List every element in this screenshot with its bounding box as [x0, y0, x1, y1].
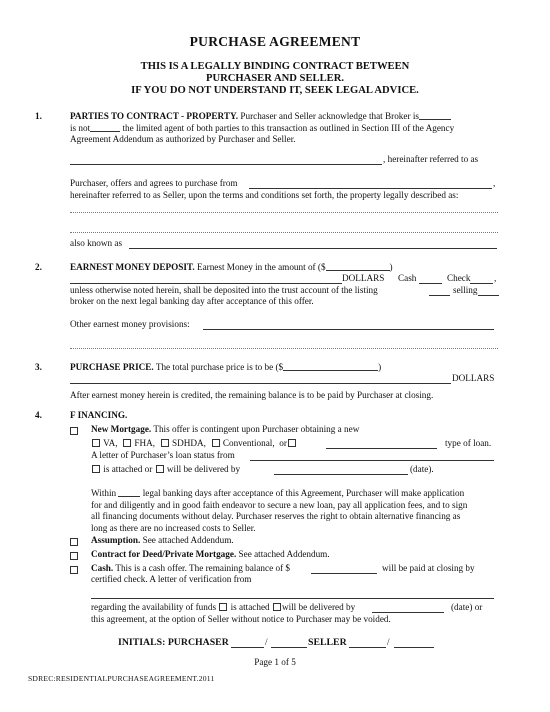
document-title: PURCHASE AGREEMENT	[189, 34, 361, 49]
section-1-line-2-text: the limited agent of both parties to this transaction as outlined in Section III of the Agency	[120, 123, 455, 133]
other-provisions-label: Other earnest money provisions:	[70, 319, 190, 329]
cash-heading: Cash.	[91, 563, 114, 573]
selling-broker-field[interactable]	[478, 295, 499, 296]
status-delivered-checkbox[interactable]	[156, 465, 164, 473]
section-1-line-2	[70, 123, 454, 135]
section-4-number: 4.	[35, 410, 42, 420]
date-label: (date).	[410, 464, 434, 474]
loan-type-fha: FHA,	[134, 438, 156, 448]
earnest-check-field[interactable]	[470, 283, 493, 284]
earnest-comma: ,	[494, 273, 497, 283]
cash-paid-text: will be paid at closing by	[382, 563, 475, 573]
other-provisions-line-2[interactable]	[70, 348, 498, 349]
section-4-heading: F INANCING.	[70, 410, 128, 420]
loan-type-sdhda: SDHDA,	[172, 438, 206, 448]
contract-for-deed-line	[91, 549, 330, 561]
earnest-amount-field[interactable]	[326, 262, 390, 271]
page-number: Page 1 of 5	[254, 657, 296, 667]
within-label: Within	[91, 488, 117, 498]
section-2-heading: EARNEST MONEY DEPOSIT.	[70, 262, 195, 272]
status-attached-checkbox[interactable]	[92, 465, 100, 473]
cash-line-2: certified check. A letter of verification from	[91, 574, 252, 584]
va-checkbox[interactable]	[92, 439, 100, 447]
section-1-line-1	[70, 111, 451, 123]
earnest-cash-label: Cash	[398, 273, 417, 283]
seller-initial-2-field[interactable]	[394, 647, 434, 648]
earnest-dollars-label: DOLLARS	[342, 273, 385, 283]
purchaser-name-field[interactable]	[70, 164, 382, 165]
loan-type-or: or	[279, 438, 287, 448]
loan-types-line	[91, 438, 297, 450]
also-known-as-field[interactable]	[129, 248, 497, 249]
legal-description-line-2[interactable]	[70, 232, 498, 233]
section-1-heading: PARTIES TO CONTRACT - PROPERTY.	[70, 111, 239, 121]
conventional-checkbox[interactable]	[212, 439, 220, 447]
contract-for-deed-heading: Contract for Deed/Private Mortgage.	[91, 549, 237, 559]
regarding-will-text: will be delivered by	[281, 602, 356, 612]
section-1-line-3: Agreement Addendum as authorized by Purchaser and Seller.	[70, 134, 296, 144]
loan-type-va: VA,	[103, 438, 118, 448]
cash-line-1	[91, 563, 290, 575]
section-2-number: 2.	[35, 262, 42, 272]
purchaser-initials-slash: /	[265, 637, 268, 647]
warning-line-2: PURCHASER AND SELLER.	[205, 73, 345, 84]
type-of-loan-label: type of loan.	[445, 438, 492, 448]
earnest-check-label: Check	[447, 273, 471, 283]
price-dollars-label: DOLLARS	[452, 373, 495, 383]
new-mortgage-line	[91, 424, 359, 436]
initials-seller-label: SELLER	[308, 637, 347, 648]
assumption-line	[91, 535, 234, 547]
banking-days-field[interactable]	[118, 488, 140, 497]
attached-delivered-line	[91, 464, 240, 476]
contract-for-deed-text: See attached Addendum.	[236, 549, 330, 559]
warning-line-1: THIS IS A LEGALLY BINDING CONTRACT BETWEEN	[140, 61, 410, 72]
form-code: SDREC:RESIDENTIALPURCHASEAGREEMENT.2011	[28, 674, 215, 683]
is-not-blank[interactable]	[90, 123, 120, 132]
voided-text: this agreement, at the option of Seller without notice to Purchaser may be voided.	[91, 614, 391, 624]
is-attached-text: is attached or	[103, 464, 153, 474]
seller-initials-slash: /	[387, 637, 390, 647]
seller-name-field[interactable]	[249, 188, 492, 189]
will-be-delivered-text: will be delivered by	[166, 464, 241, 474]
new-mortgage-heading: New Mortgage.	[91, 424, 152, 434]
other-loan-checkbox[interactable]	[288, 439, 296, 447]
earnest-cash-field[interactable]	[419, 283, 442, 284]
section-3-line-1	[70, 362, 381, 374]
purchase-price-field[interactable]	[283, 362, 378, 371]
section-2-line-1-text: Earnest Money in the amount of ($	[194, 262, 326, 272]
assumption-heading: Assumption.	[91, 535, 141, 545]
verification-from-field[interactable]	[91, 598, 494, 599]
regarding-attached-text: is attached	[230, 602, 270, 612]
within-text: legal banking days after acceptance of this Agreement, Purchaser will make application	[140, 488, 465, 498]
section-2-line-2	[70, 285, 378, 297]
new-mortgage-text: This offer is contingent upon Purchaser obtaining a new	[151, 424, 360, 434]
hereinafter-purchaser-text: , hereinafter referred to as	[383, 154, 479, 164]
selling-label: selling	[453, 285, 478, 295]
purchaser-initial-2-field[interactable]	[271, 647, 307, 648]
earnest-amount-words-field[interactable]	[70, 283, 342, 284]
cash-text: This is a cash offer. The remaining balance of $	[113, 563, 291, 573]
section-3-number: 3.	[35, 362, 42, 372]
sdhda-checkbox[interactable]	[161, 439, 169, 447]
section-3-heading: PURCHASE PRICE.	[70, 362, 154, 372]
price-paren-close: )	[378, 362, 382, 372]
assumption-text: See attached Addendum.	[140, 535, 234, 545]
contract-for-deed-checkbox[interactable]	[70, 552, 78, 560]
also-known-as-label: also known as	[70, 238, 123, 248]
status-delivery-date-field[interactable]	[274, 474, 408, 475]
assumption-checkbox[interactable]	[70, 538, 78, 546]
cash-checkbox[interactable]	[70, 566, 78, 574]
purchaser-offers-text: Purchaser, offers and agrees to purchase from	[70, 178, 238, 188]
letter-status-label: A letter of Purchaser’s loan status from	[91, 450, 235, 460]
loan-status-from-field[interactable]	[250, 460, 494, 461]
section-1-line-1-text: Purchaser and Seller acknowledge that Broker is	[238, 111, 419, 121]
seller-comma: ,	[493, 178, 496, 188]
other-loan-type-field[interactable]	[326, 448, 437, 449]
funds-delivered-checkbox[interactable]	[273, 603, 281, 611]
within-line-1	[91, 488, 464, 500]
purchaser-initial-1-field[interactable]	[231, 647, 264, 648]
warning-line-3: IF YOU DO NOT UNDERSTAND IT, SEEK LEGAL ADVICE.	[131, 85, 419, 96]
fha-checkbox[interactable]	[123, 439, 131, 447]
section-2-line-3: broker on the next legal banking day after acceptance of this offer.	[70, 296, 314, 306]
section-2-line-1	[70, 262, 393, 274]
seller-initial-1-field[interactable]	[349, 647, 386, 648]
earnest-paren-close: )	[389, 262, 393, 272]
new-mortgage-checkbox[interactable]	[70, 427, 78, 435]
broker-name-blank[interactable]	[419, 111, 451, 120]
purchase-price-words-field[interactable]	[70, 383, 451, 384]
within-line-2: for and diligently and in good faith endeavor to secure a new loan, pay all application fees, and to sign	[91, 500, 468, 510]
regarding-date-label: (date) or	[451, 602, 483, 612]
within-line-3: all financing documents without delay. Purchaser reserves the right to obtain alternative financing as	[91, 511, 461, 521]
section-3-line-1-text: The total purchase price is to be ($	[153, 362, 284, 372]
hereinafter-seller-text: hereinafter referred to as Seller, upon the terms and conditions set forth, the property legally described as:	[70, 190, 459, 200]
listing-broker-field[interactable]	[429, 295, 450, 296]
regarding-text: regarding the availability of funds	[91, 602, 217, 612]
funds-attached-checkbox[interactable]	[219, 603, 227, 611]
funds-delivery-date-field[interactable]	[372, 612, 444, 613]
regarding-line	[91, 602, 355, 614]
is-not-label: is not	[70, 123, 91, 133]
cash-balance-field[interactable]	[311, 573, 377, 574]
initials-purchaser-label: INITIALS: PURCHASER	[118, 637, 229, 648]
remaining-balance-text: After earnest money herein is credited, the remaining balance is to be paid by Purchaser at closing.	[70, 390, 434, 400]
within-line-4: long as there are no increased costs to Seller.	[91, 523, 256, 533]
loan-type-conventional: Conventional,	[222, 438, 275, 448]
other-provisions-field[interactable]	[203, 329, 494, 330]
section-1-number: 1.	[35, 111, 42, 121]
legal-description-line-1[interactable]	[70, 212, 498, 213]
section-2-line-2-text: unless otherwise noted herein, shall be deposited into the trust account of the listing	[70, 285, 378, 295]
